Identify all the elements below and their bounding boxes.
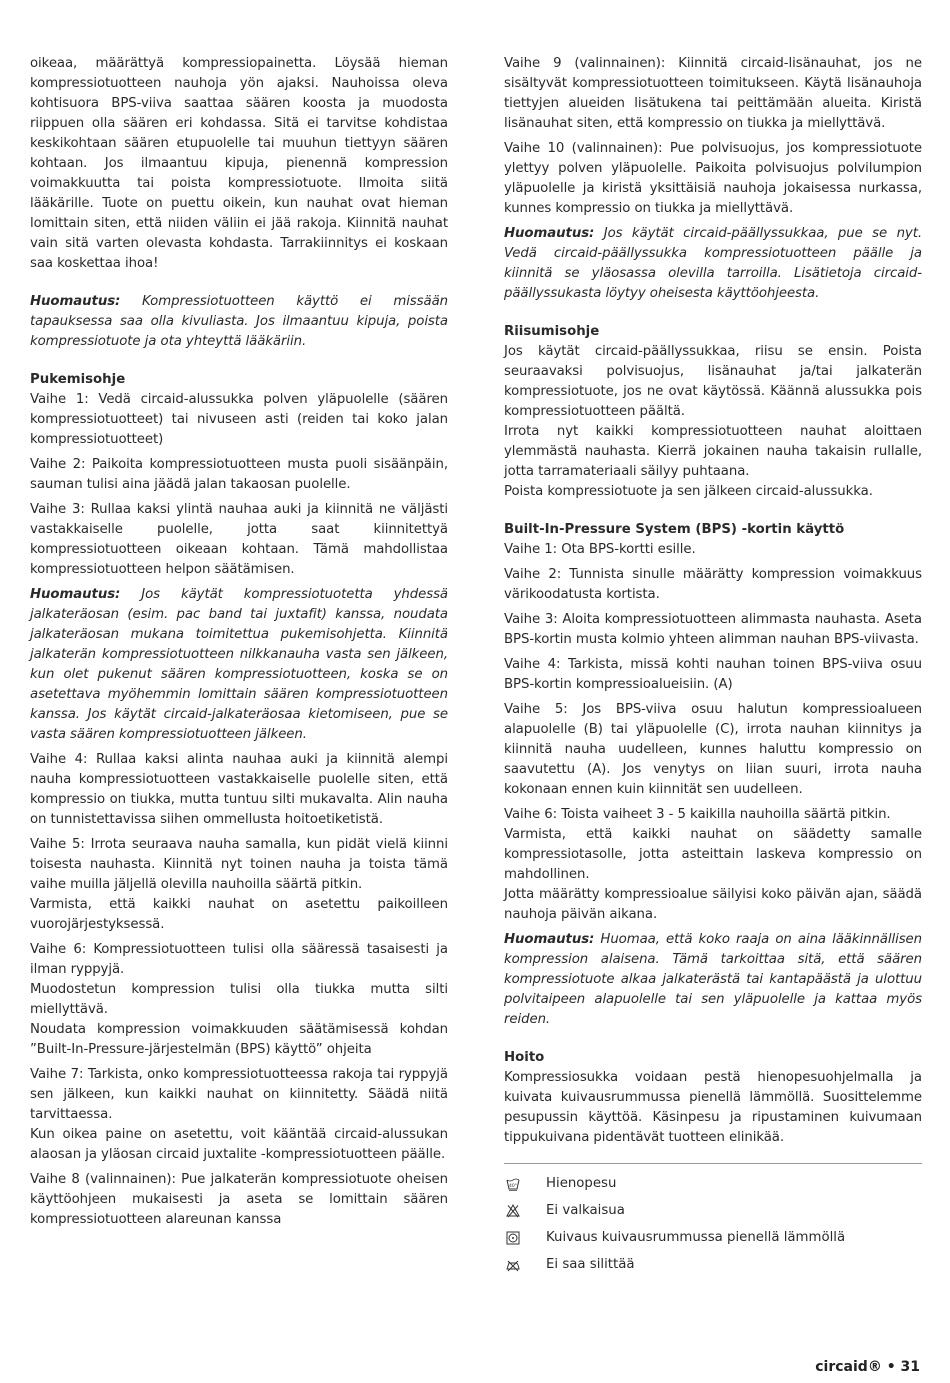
note-lead: Huomautus: bbox=[504, 226, 595, 241]
no-iron-icon bbox=[506, 1258, 520, 1272]
heading-hoito: Hoito bbox=[504, 1050, 545, 1065]
care-item bbox=[504, 1224, 922, 1251]
step-paragraph: Muodostetun kompression tulisi olla tiukka mutta silti miellyttävä. bbox=[30, 982, 448, 1017]
step-paragraph: Irrota nyt kaikki kompressiotuotteen nauhat aloittaen ylemmästä nauhasta. Kierrä jokainen nauha takaisin rullalle, jotta tarramateriaali säilyy puhtaana. bbox=[504, 424, 922, 479]
step-paragraph: Vaihe 2: Tunnista sinulle määrätty kompression voimakkuus värikoodatusta kortista. bbox=[504, 567, 922, 602]
step-paragraph: Vaihe 3: Aloita kompressiotuotteen alimmasta nauhasta. Aseta BPS-kortin musta kolmio yhteen alimman nauhan BPS-viivasta. bbox=[504, 612, 922, 647]
step-paragraph: Jotta määrätty kompressioalue säilyisi koko päivän ajan, säädä nauhoja päivän aikana. bbox=[504, 887, 922, 922]
care-label: Kuivaus kuivausrummussa pienellä lämmöllä bbox=[546, 1230, 846, 1245]
step-paragraph: Vaihe 1: Ota BPS-kortti esille. bbox=[504, 542, 696, 557]
step-paragraph: Vaihe 7: Tarkista, onko kompressiotuotteessa rakoja tai ryppyjä sen jälkeen, kun kaikki nauhat on kiinnitetty. Säädä niitä tarvittaessa. bbox=[30, 1067, 448, 1122]
note-text: Jos käytät kompressiotuotetta yhdessä jalkateräosan (esim. pac band tai juxtafit) kanssa, noudata jalkateräosan mukana toimitettua pukemisohjetta. Kiinnitä jalkaterän kompressiotuotteen nilkkanauha vasta sen jälkeen, kun olet pukenut säären kompressiotuotteen, koska se on asetettava myöhemmin lomittain säären kompressiotuotteen kanssa. Jos käytät circaid-jalkateräosaa kietomiseen, pue se vasta säären kompressiotuotteen jälkeen. bbox=[30, 587, 448, 742]
tumble-dry-low-icon bbox=[506, 1231, 520, 1245]
care-label: Ei valkaisua bbox=[546, 1203, 625, 1218]
step-paragraph: Varmista, että kaikki nauhat on asetettu paikoilleen vuorojärjestyksessä. bbox=[30, 897, 448, 932]
page-footer: circaid® • 31 bbox=[815, 1359, 920, 1375]
note-paragraph bbox=[504, 224, 922, 304]
care-item bbox=[504, 1251, 922, 1278]
step-paragraph: Vaihe 8 (valinnainen): Pue jalkaterän kompressiotuote oheisen käyttöohjeen mukaisesti ja aseta se lomittain säären kompressiotuotteen alareunan kanssa bbox=[30, 1172, 448, 1227]
note-text: Jos käytät circaid-päällyssukkaa, pue se nyt. Vedä circaid-päällyssukka kompressiotuotteen päälle ja kiinnitä se yläosassa olevilla tarroilla. Lisätietoja circaid-päällyssukasta löytyy oheisesta käyttöohjeesta. bbox=[504, 226, 922, 301]
note-lead: Huomautus: bbox=[504, 932, 595, 947]
wash-40-icon bbox=[506, 1177, 520, 1191]
step-paragraph: Vaihe 4: Tarkista, missä kohti nauhan toinen BPS-viiva osuu BPS-kortin kompressioalueisiin. (A) bbox=[504, 657, 922, 692]
note-text: Kompressiotuotteen käyttö ei missään tapauksessa saa olla kivuliasta. Jos ilmaantuu kipuja, poista kompressiotuote ja ota yhteyttä lääkäriin. bbox=[30, 294, 448, 349]
right-column bbox=[504, 54, 922, 1278]
heading-riisumisohje: Riisumisohje bbox=[504, 324, 600, 339]
step-paragraph: Noudata kompression voimakkuuden säätämisessä kohdan ”Built-In-Pressure-järjestelmän (BPS) käyttö” ohjeita bbox=[30, 1022, 448, 1057]
heading-pukemisohje: Pukemisohje bbox=[30, 372, 126, 387]
note-paragraph bbox=[30, 292, 448, 352]
step-paragraph: Vaihe 1: Vedä circaid-alussukka polven yläpuolelle (säären kompressiotuotteet) tai nivuseen asti (reiden tai koko jalan kompressiotuotteet) bbox=[30, 392, 448, 447]
no-bleach-icon bbox=[506, 1204, 520, 1218]
left-column bbox=[30, 54, 448, 1235]
care-item bbox=[504, 1170, 922, 1197]
intro-paragraph: oikeaa, määrättyä kompressiopainetta. Löysää hieman kompressiotuotteen nauhoja yön ajaksi. Nauhoissa oleva kohtisuora BPS-viiva saattaa säären koosta ja muodosta riippuen olla säären eri kohdassa. Sitä ei tarvitse kohdistaa keskikohtaan säären etupuolelle tai muuhun tiettyyn säären kohtaan. Jos ilmaantuu kipuja, pienennä kompression voimakkuutta tai poista kompressiotuote. Ilmoita siitä lääkärille. Tuote on puettu oikein, kun nauhat ovat hieman lomittain siten, että niiden väliin ei jää rakoja. Kiinnitä nauhat vain sitä varten olevasta kohdasta. Tarrakiinnitys ei koskaan saa koskettaa ihoa! bbox=[30, 56, 448, 271]
divider bbox=[504, 1163, 922, 1164]
care-item bbox=[504, 1197, 922, 1224]
step-paragraph: Varmista, että kaikki nauhat on säädetty samalle kompressiotasolle, jotta asteittain laskeva kompressio on mahdollinen. bbox=[504, 827, 922, 882]
step-paragraph: Vaihe 5: Jos BPS-viiva osuu halutun kompressioalueen alapuolelle (B) tai yläpuolelle (C), irrota nauhan kiinnitys ja kiinnitä nauha uudelleen, kunnes haluttu kompressio on saavutettu (A). Jos venytys on liian suuri, irrota nauha kokonaan ennen kuin kiinnität sen uudelleen. bbox=[504, 702, 922, 797]
step-paragraph: Vaihe 3: Rullaa kaksi ylintä nauhaa auki ja kiinnitä ne väljästi vastakkaiselle puolelle, jotta saat kiinnitettyä kompressiotuotteen oikeaan kohtaan. Tämä mahdollistaa kompressiotuotteen helpon säätämisen. bbox=[30, 502, 448, 577]
step-paragraph: Vaihe 10 (valinnainen): Pue polvisuojus, jos kompressiotuote ylettyy polven yläpuolelle. Paikoita polvisuojus polvilumpion yläpuolelle ja kiristä yksittäisiä nauhoja jokaisessa nurkassa, kunnes kompressio on tiukka ja miellyttävä. bbox=[504, 141, 922, 216]
step-paragraph: Vaihe 6: Toista vaiheet 3 - 5 kaikilla nauhoilla säärtä pitkin. bbox=[504, 807, 891, 822]
care-label: Ei saa silittää bbox=[546, 1257, 635, 1272]
note-text: Huomaa, että koko raaja on aina lääkinnällisen kompression alaisena. Tämä tarkoittaa sitä, että säären kompressiotuote alkaa jalkaterästä tai kantapäästä ja ulottuu polvitaipeen alapuolelle tai sen yläpuolelle ja kattaa myös reiden. bbox=[504, 932, 922, 1027]
step-paragraph: Jos käytät circaid-päällyssukkaa, riisu se ensin. Poista seuraavaksi polvisuojus, lisänauhat ja/tai jalkaterän kompressiotuote, jos ne ovat käytössä. Käännä alussukka pois kompressiotuotteen päältä. bbox=[504, 344, 922, 419]
step-paragraph: Vaihe 6: Kompressiotuotteen tulisi olla sääressä tasaisesti ja ilman ryppyjä. bbox=[30, 942, 448, 977]
svg-text:40°: 40° bbox=[509, 1183, 517, 1189]
note-lead: Huomautus: bbox=[30, 294, 121, 309]
heading-bps: Built-In-Pressure System (BPS) -kortin käyttö bbox=[504, 522, 845, 537]
step-paragraph: Vaihe 5: Irrota seuraava nauha samalla, kun pidät vielä kiinni toisesta nauhasta. Kiinnitä nyt toinen nauha ja toista tämä vaihe muilla jäljellä olevilla nauhoilla säärtä pitkin. bbox=[30, 837, 448, 892]
step-paragraph: Poista kompressiotuote ja sen jälkeen circaid-alussukka. bbox=[504, 484, 873, 499]
care-paragraph: Kompressiosukka voidaan pestä hienopesuohjelmalla ja kuivata kuivausrummussa pienellä lämmöllä. Suosittelemme pesupussin käyttöä. Käsinpesu ja ripustaminen kuivumaan tippukuivana pidentävät tuotteen elinikää. bbox=[504, 1070, 922, 1145]
step-paragraph: Kun oikea paine on asetettu, voit kääntää circaid-alussukan alaosan ja yläosan circaid juxtalite -kompressiotuotteen päälle. bbox=[30, 1127, 448, 1162]
step-paragraph: Vaihe 4: Rullaa kaksi alinta nauhaa auki ja kiinnitä alempi nauha kompressiotuotteen vastakkaiselle puolelle siten, että kompressio on tiukka, mutta tuntuu silti mukavalta. Alin nauha on tunnistettavissa siihen ommellusta hoitoetiketistä. bbox=[30, 752, 448, 827]
care-label: Hienopesu bbox=[546, 1176, 617, 1191]
note-lead: Huomautus: bbox=[30, 587, 121, 602]
step-paragraph: Vaihe 2: Paikoita kompressiotuotteen musta puoli sisäänpäin, sauman tulisi aina jäädä jalan takaosan puolelle. bbox=[30, 457, 448, 492]
note-paragraph bbox=[504, 930, 922, 1030]
step-paragraph: Vaihe 9 (valinnainen): Kiinnitä circaid-lisänauhat, jos ne sisältyvät kompressiotuotteen toimitukseen. Käytä lisänauhoja tiettyjen alueiden lisätukena tai peittämään alueita. Kiristä lisänauhat siten, että kompressio on tiukka ja miellyttävä. bbox=[504, 56, 922, 131]
note-paragraph bbox=[30, 585, 448, 745]
